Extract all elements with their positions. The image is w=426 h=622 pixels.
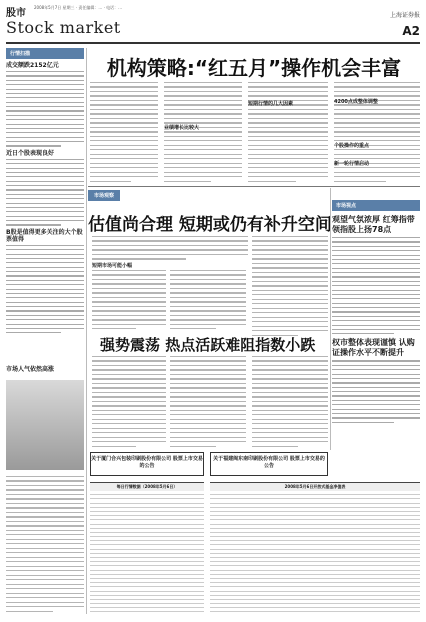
section3-col-2 — [170, 356, 246, 450]
section-divider — [88, 186, 420, 187]
main-text-col-2 — [164, 82, 242, 185]
left-headline-1: 成交额跌2152亿元 — [6, 62, 59, 69]
right-column-bar: 市场视点 — [332, 200, 420, 211]
paper-name: 上海证券报 — [389, 12, 420, 19]
market-data-table-1 — [90, 482, 204, 612]
section2-col-2 — [170, 270, 246, 333]
section2-headline: 估值尚合理 短期或仍有补升空间 — [88, 215, 332, 235]
left-text-block-1 — [6, 71, 84, 147]
section2-bar: 市场观察 — [88, 190, 120, 201]
main-text-col-1 — [90, 82, 158, 185]
page-number: A2 — [402, 24, 420, 38]
left-column-bar: 行情扫描 — [6, 48, 84, 59]
table-2-rows — [210, 491, 420, 612]
main-headline: 机构策略:“红五月”操作机会丰富 — [106, 56, 402, 80]
right-text-block-1 — [332, 237, 420, 334]
right-column — [332, 200, 420, 426]
section2-col-1 — [92, 270, 166, 333]
masthead-info: 2008年5月7日 星期三 · 责任编辑：… · 电话：… — [34, 5, 123, 10]
right-text-block-2 — [332, 360, 420, 422]
main-subhead-1: 业绩增长比较大 — [164, 125, 200, 131]
right-headline-1: 观望气氛浓厚 红筹指带领指股上扬78点 — [332, 215, 415, 234]
main-subhead-2: 短期行情的几大因素 — [248, 101, 294, 107]
right-column-divider — [330, 188, 331, 450]
main-text-col-3 — [248, 82, 328, 185]
section3-col-1 — [92, 356, 166, 450]
main-subhead-3: 4200点成整体调整 — [334, 99, 378, 105]
table-1-title: 每日行情数据（2008年5月6日） — [90, 483, 204, 491]
left-text-block-4 — [6, 476, 84, 615]
main-subhead-5: 新一轮行情启动 — [334, 161, 370, 167]
section2-subhead: 短期市场可能小幅 — [92, 263, 133, 269]
section2-lead — [92, 236, 248, 263]
table-2-title: 2008年5月6日开放式基金净值表 — [210, 483, 420, 491]
masthead — [6, 4, 420, 44]
section-title-english: Stock market — [6, 18, 121, 37]
left-headline-3: B股是值得更多关注的大个股票值得 — [6, 228, 83, 243]
photo-caption: 市场人气依然高涨 — [6, 366, 55, 373]
section3-col-3 — [252, 356, 328, 450]
notice-box-2: 关于福建闽东南印刷股份有限公司 股票上市交易的公告 — [210, 452, 328, 476]
section-label: 股市 — [6, 8, 26, 19]
main-subhead-4: 个股操作的重点 — [334, 143, 370, 149]
left-text-block-2 — [6, 159, 84, 226]
notice-box-1: 关于厦门合兴包装印刷股份有限公司 股票上市交易的公告 — [90, 452, 204, 476]
left-text-block-3 — [6, 245, 84, 334]
market-data-table-2 — [210, 482, 420, 612]
column-divider — [86, 48, 87, 614]
right-headline-2: 权市整体表现谨慎 认购证操作水平不断提升 — [332, 338, 415, 358]
table-1-rows — [90, 491, 204, 612]
section3-headline: 强势震荡 热点活跃难阻指数小跌 — [100, 336, 316, 354]
section2-col-3 — [252, 236, 328, 339]
news-photo — [6, 380, 84, 470]
left-headline-2: 近日个股表现良好 — [6, 149, 55, 157]
